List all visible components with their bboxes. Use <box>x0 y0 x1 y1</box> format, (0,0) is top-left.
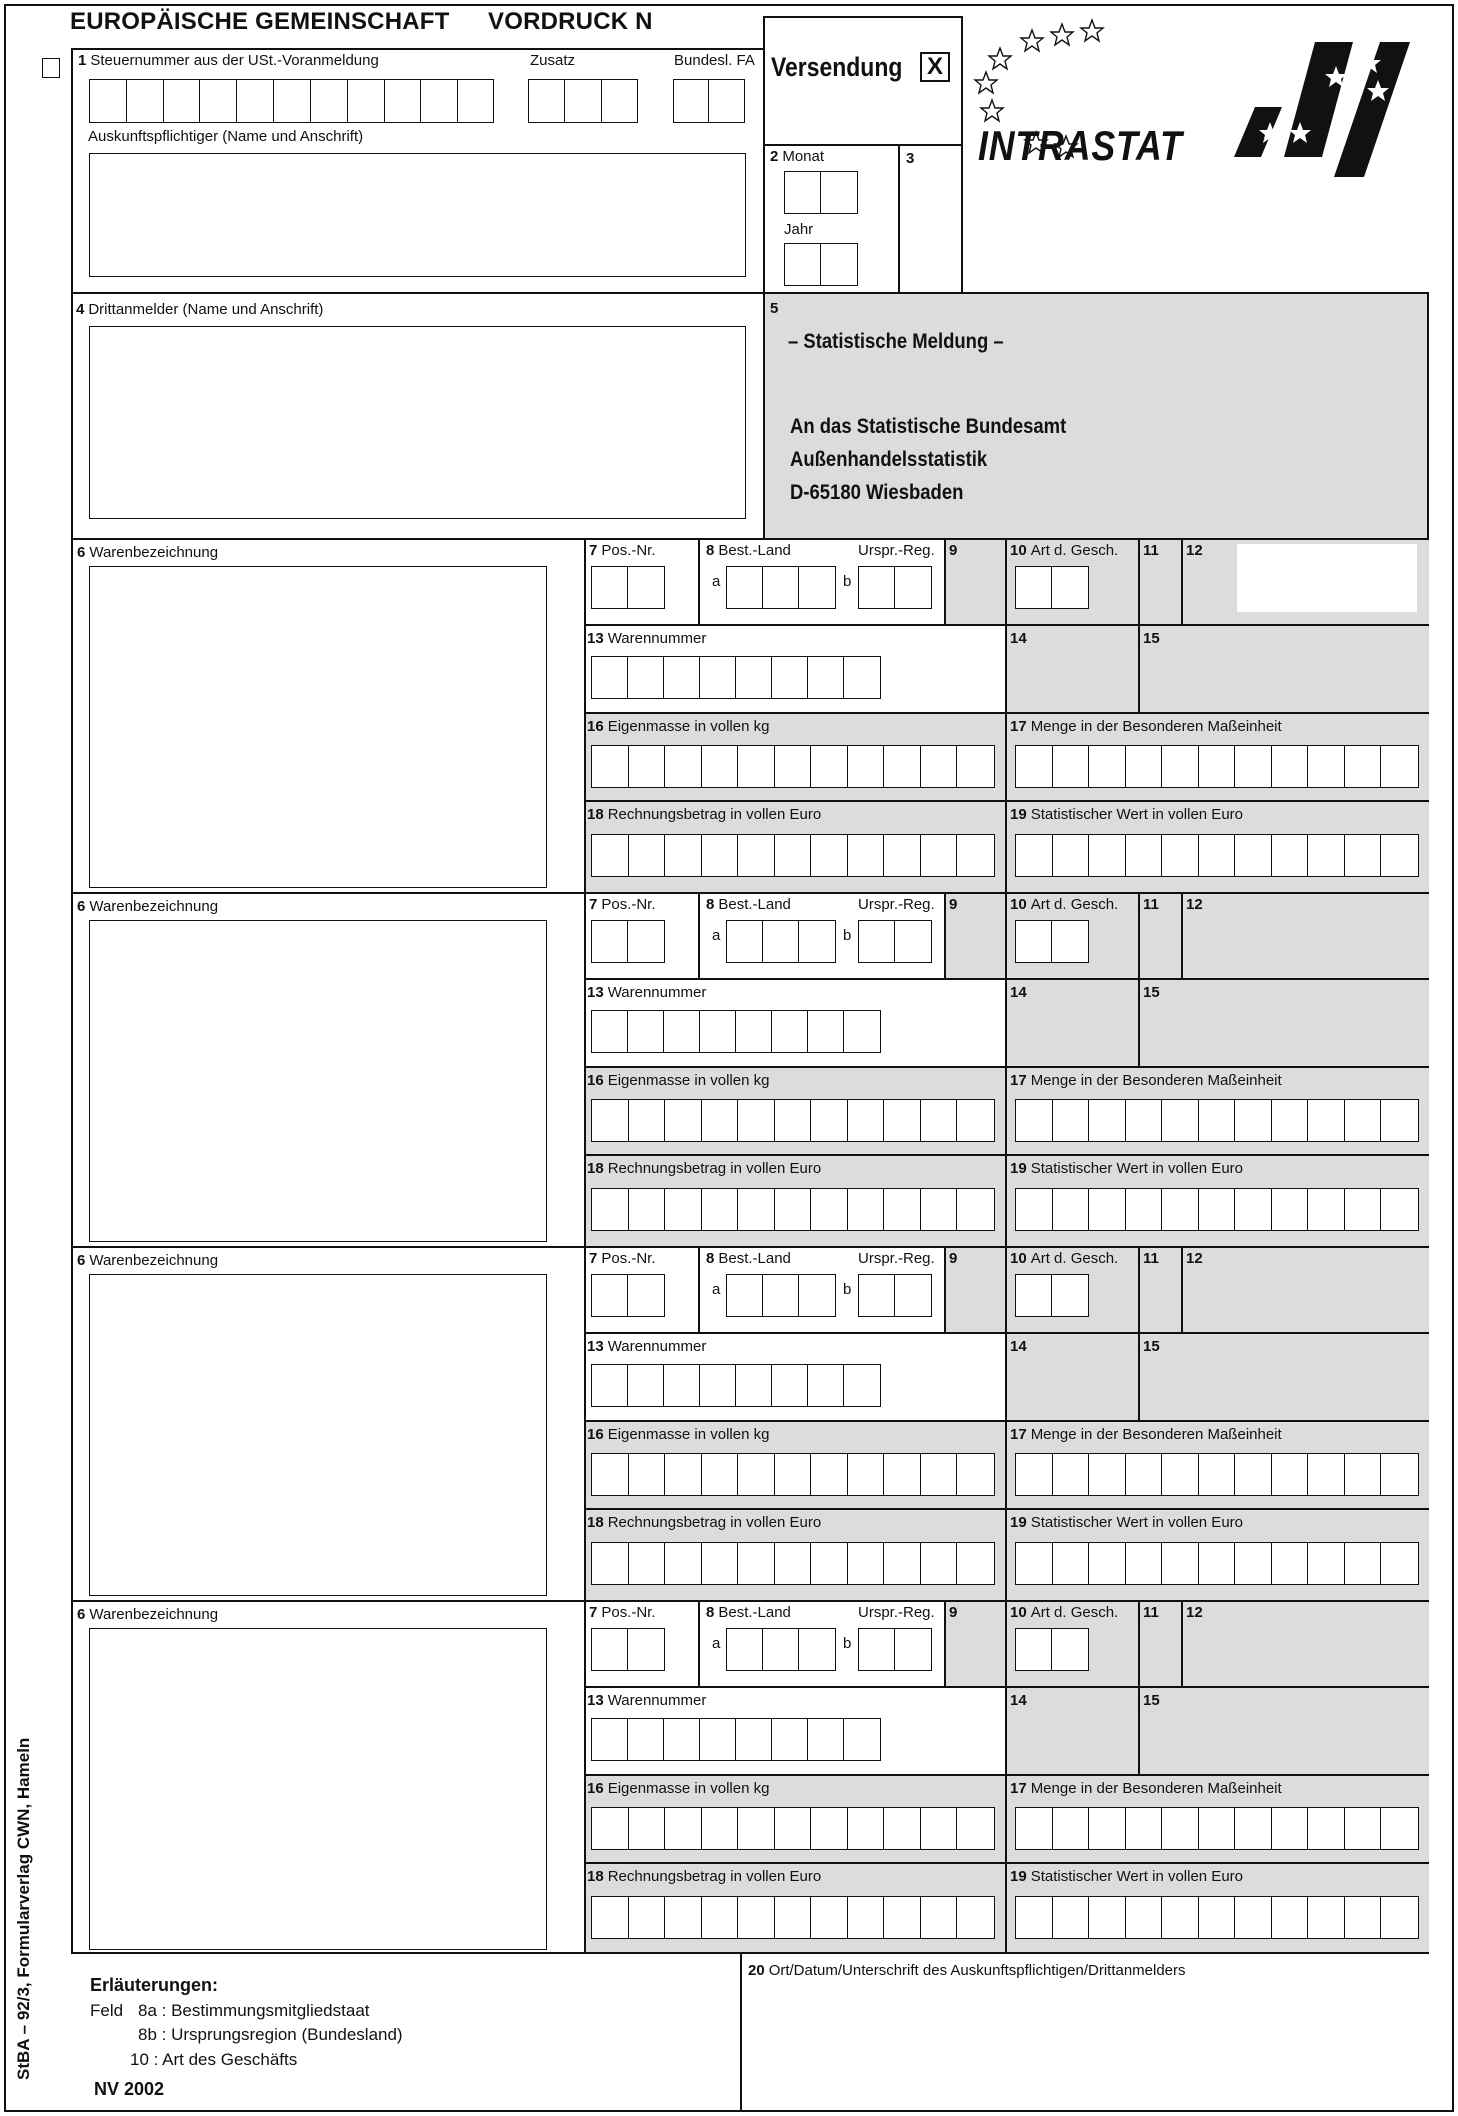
col-10-11-divider <box>1138 1600 1140 1774</box>
art-gesch-boxes[interactable] <box>1015 566 1089 609</box>
field16-label: 16 Eigenmasse in vollen kg <box>587 718 770 735</box>
warenbezeichnung-box[interactable] <box>89 1628 547 1950</box>
rechnungsbetrag-boxes[interactable] <box>591 1188 995 1231</box>
field7-label: 7 Pos.-Nr. <box>589 896 656 913</box>
warennummer-boxes[interactable] <box>591 1364 881 1407</box>
field7-label: 7 Pos.-Nr. <box>589 1250 656 1267</box>
shade-14-15 <box>1006 624 1429 712</box>
eigenmasse-boxes[interactable] <box>591 1807 995 1850</box>
field16-label: 16 Eigenmasse in vollen kg <box>587 1072 770 1089</box>
menge-boxes[interactable] <box>1015 1453 1419 1496</box>
field13-label: 13 Warennummer <box>587 1692 707 1709</box>
field20-label: 20 Ort/Datum/Unterschrift des Auskunftspflichtigen/Drittanmelders <box>748 1962 1186 1979</box>
ursp-reg-boxes[interactable] <box>858 1628 932 1671</box>
field8-label: 8 Best.-Land <box>706 542 791 559</box>
warennummer-boxes[interactable] <box>591 1010 881 1053</box>
pos-nr-boxes[interactable] <box>591 1628 665 1671</box>
field13-label: 13 Warennummer <box>587 984 707 1001</box>
field8-label: 8 Best.-Land <box>706 1604 791 1621</box>
eigenmasse-boxes[interactable] <box>591 1453 995 1496</box>
col-16-17-divider <box>1005 1420 1007 1600</box>
field13-label: 13 Warennummer <box>587 630 707 647</box>
erl-line-1: 8a : Bestimmungsmitgliedstaat <box>138 2001 370 2020</box>
col-8-9-divider <box>944 892 946 978</box>
col-11-12-divider <box>1181 1600 1183 1686</box>
field11-label: 11 <box>1143 1604 1159 1621</box>
bundesl-boxes[interactable] <box>673 79 745 123</box>
col-7-8-divider <box>698 1600 700 1686</box>
field19-label: 19 Statistischer Wert in vollen Euro <box>1010 1868 1243 1885</box>
field15-label: 15 <box>1143 1338 1160 1355</box>
auskunft-label: Auskunftspflichtiger (Name und Anschrift) <box>88 128 364 145</box>
stat-wert-boxes[interactable] <box>1015 1542 1419 1585</box>
field12-label: 12 <box>1186 542 1203 559</box>
col-7-8-divider <box>698 892 700 978</box>
intrastat-text: INTRASTAT <box>978 122 1183 169</box>
field7-label: 7 Pos.-Nr. <box>589 1604 656 1621</box>
menge-boxes[interactable] <box>1015 1807 1419 1850</box>
col-7-8-divider <box>698 1246 700 1332</box>
corner-checkbox[interactable] <box>42 58 60 78</box>
col-16-17-divider <box>1005 1774 1007 1954</box>
field5-label: 5 <box>770 300 779 317</box>
field18-label: 18 Rechnungsbetrag in vollen Euro <box>587 1160 822 1177</box>
art-gesch-boxes[interactable] <box>1015 1628 1089 1671</box>
block-top-line <box>71 1246 1429 1248</box>
steuernummer-boxes[interactable] <box>89 79 494 123</box>
eigenmasse-boxes[interactable] <box>591 745 995 788</box>
field14-label: 14 <box>1010 1338 1027 1355</box>
ursp-reg-boxes[interactable] <box>858 566 932 609</box>
nv-2002: NV 2002 <box>94 2079 165 2099</box>
address-line-3: D-65180 Wiesbaden <box>790 481 964 504</box>
col-9-10-divider <box>1005 892 1007 1066</box>
erl-title: Erläuterungen: <box>90 1975 219 1995</box>
form-name: VORDRUCK N <box>488 8 653 35</box>
col-10-11-divider <box>1138 1246 1140 1420</box>
field9-label: 9 <box>949 896 958 913</box>
pos-nr-boxes[interactable] <box>591 566 665 609</box>
rechnungsbetrag-boxes[interactable] <box>591 1542 995 1585</box>
field6-label: 6 Warenbezeichnung <box>77 544 219 561</box>
field9-label: 9 <box>949 1250 958 1267</box>
publisher-side-text: StBA – 92/3, Formularverlag CWN, Hameln <box>14 1737 33 2080</box>
col-7-8-divider <box>698 538 700 624</box>
block-top-line <box>71 538 1429 540</box>
block-top-line <box>71 1600 1429 1602</box>
field10-label: 10 Art d. Gesch. <box>1010 1250 1119 1267</box>
field11-label: 11 <box>1143 542 1159 559</box>
field14-label: 14 <box>1010 984 1027 1001</box>
pos-nr-boxes[interactable] <box>591 1274 665 1317</box>
versendung-mark[interactable]: X <box>920 52 950 82</box>
field3-label: 3 <box>906 150 915 167</box>
field19-label: 19 Statistischer Wert in vollen Euro <box>1010 806 1243 823</box>
ursp-label: Urspr.-Reg. <box>858 1604 935 1621</box>
stat-wert-boxes[interactable] <box>1015 834 1419 877</box>
stat-wert-boxes[interactable] <box>1015 1188 1419 1231</box>
col-8-9-divider <box>944 1600 946 1686</box>
label-a: a <box>712 1635 721 1652</box>
col-10-11-divider <box>1138 538 1140 712</box>
shade-14-15 <box>1006 1686 1429 1774</box>
erl-line-3: 10 : Art des Geschäfts <box>130 2050 298 2069</box>
ursp-reg-boxes[interactable] <box>858 920 932 963</box>
field12-label: 12 <box>1186 896 1203 913</box>
month-3-divider <box>898 144 900 292</box>
field11-label: 11 <box>1143 896 1159 913</box>
field9-label: 9 <box>949 1604 958 1621</box>
ursp-reg-boxes[interactable] <box>858 1274 932 1317</box>
col-9-10-divider <box>1005 1600 1007 1774</box>
field2-label: 2 Monat <box>770 148 825 165</box>
best-land-boxes[interactable] <box>726 920 836 963</box>
field16-label: 16 Eigenmasse in vollen kg <box>587 1780 770 1797</box>
warenbezeichnung-box[interactable] <box>89 566 547 888</box>
best-land-boxes[interactable] <box>726 1274 836 1317</box>
col-9-10-divider <box>1005 1246 1007 1420</box>
col-11-12-divider <box>1181 892 1183 978</box>
field11-label: 11 <box>1143 1250 1159 1267</box>
field19-label: 19 Statistischer Wert in vollen Euro <box>1010 1160 1243 1177</box>
warennummer-boxes[interactable] <box>591 1718 881 1761</box>
monat-boxes[interactable] <box>784 171 858 214</box>
warennummer-boxes[interactable] <box>591 656 881 699</box>
field7-label: 7 Pos.-Nr. <box>589 542 656 559</box>
field14-label: 14 <box>1010 630 1027 647</box>
label-b: b <box>843 1635 852 1652</box>
field8-label: 8 Best.-Land <box>706 896 791 913</box>
best-land-boxes[interactable] <box>726 1628 836 1671</box>
col-16-17-divider <box>1005 1066 1007 1246</box>
rechnungsbetrag-boxes[interactable] <box>591 834 995 877</box>
bundesl-label: Bundesl. FA <box>674 52 755 69</box>
field6-label: 6 Warenbezeichnung <box>77 1252 219 1269</box>
field4-label: 4 Drittanmelder (Name und Anschrift) <box>76 301 324 318</box>
field10-label: 10 Art d. Gesch. <box>1010 896 1119 913</box>
col-9-10-divider <box>1005 538 1007 712</box>
field14-label: 14 <box>1010 1692 1027 1709</box>
signature-area[interactable] <box>744 1988 1424 2106</box>
ursp-label: Urspr.-Reg. <box>858 542 935 559</box>
ursp-label: Urspr.-Reg. <box>858 1250 935 1267</box>
field6-label: 6 Warenbezeichnung <box>77 1606 219 1623</box>
footer-divider <box>740 1952 742 2110</box>
menge-boxes[interactable] <box>1015 1099 1419 1142</box>
zusatz-label: Zusatz <box>530 52 576 69</box>
label-a: a <box>712 573 721 590</box>
field10-label: 10 Art d. Gesch. <box>1010 542 1119 559</box>
erl-feld: Feld <box>90 2001 124 2020</box>
col-6-divider <box>584 1600 586 1954</box>
erl-line-2: 8b : Ursprungsregion (Bundesland) <box>138 2025 403 2044</box>
col-11-12-divider <box>1181 1246 1183 1332</box>
field17-label: 17 Menge in der Besonderen Maßeinheit <box>1010 1072 1282 1089</box>
field9-label: 9 <box>949 542 958 559</box>
field18-label: 18 Rechnungsbetrag in vollen Euro <box>587 1514 822 1531</box>
field18-label: 18 Rechnungsbetrag in vollen Euro <box>587 806 822 823</box>
versendung-label: Versendung <box>771 52 903 82</box>
warenbezeichnung-box[interactable] <box>89 920 547 1242</box>
field12-label: 12 <box>1186 1250 1203 1267</box>
field10-label: 10 Art d. Gesch. <box>1010 1604 1119 1621</box>
field8-label: 8 Best.-Land <box>706 1250 791 1267</box>
field15-label: 15 <box>1143 984 1160 1001</box>
field13-label: 13 Warennummer <box>587 1338 707 1355</box>
col-16-17-divider <box>1005 712 1007 892</box>
rechnungsbetrag-boxes[interactable] <box>591 1896 995 1939</box>
field6-label: 6 Warenbezeichnung <box>77 898 219 915</box>
col-8-9-divider <box>944 538 946 624</box>
address-line-2: Außenhandelsstatistik <box>790 448 988 471</box>
menge-boxes[interactable] <box>1015 745 1419 788</box>
field12-label: 12 <box>1186 1604 1203 1621</box>
field17-label: 17 Menge in der Besonderen Maßeinheit <box>1010 1780 1282 1797</box>
shade-14-15 <box>1006 978 1429 1066</box>
zusatz-boxes[interactable] <box>528 79 638 123</box>
stat-wert-boxes[interactable] <box>1015 1896 1419 1939</box>
label-b: b <box>843 573 852 590</box>
label-a: a <box>712 927 721 944</box>
auskunft-box[interactable] <box>89 153 746 277</box>
field19-label: 19 Statistischer Wert in vollen Euro <box>1010 1514 1243 1531</box>
label-b: b <box>843 1281 852 1298</box>
field1-label: 1 Steuernummer aus der USt.-Voranmeldung <box>78 52 379 69</box>
field15-label: 15 <box>1143 630 1160 647</box>
col-6-divider <box>584 892 586 1246</box>
label-a: a <box>712 1281 721 1298</box>
ursp-label: Urspr.-Reg. <box>858 896 935 913</box>
field16-label: 16 Eigenmasse in vollen kg <box>587 1426 770 1443</box>
col-6-divider <box>584 1246 586 1600</box>
col-11-12-divider <box>1181 538 1183 624</box>
field15-label: 15 <box>1143 1692 1160 1709</box>
col-10-11-divider <box>1138 892 1140 1066</box>
field17-label: 17 Menge in der Besonderen Maßeinheit <box>1010 1426 1282 1443</box>
pos-nr-boxes[interactable] <box>591 920 665 963</box>
field18-label: 18 Rechnungsbetrag in vollen Euro <box>587 1868 822 1885</box>
left-margin-line <box>71 538 73 1952</box>
blank-patch <box>1237 544 1417 612</box>
community-title: EUROPÄISCHE GEMEINSCHAFT <box>70 8 450 35</box>
warenbezeichnung-box[interactable] <box>89 1274 547 1596</box>
art-gesch-boxes[interactable] <box>1015 920 1089 963</box>
label-b: b <box>843 927 852 944</box>
address-line-1: An das Statistische Bundesamt <box>790 415 1067 438</box>
art-gesch-boxes[interactable] <box>1015 1274 1089 1317</box>
block-top-line <box>71 892 1429 894</box>
statistische-meldung: – Statistische Meldung – <box>788 330 1004 353</box>
col-8-9-divider <box>944 1246 946 1332</box>
jahr-boxes[interactable] <box>784 243 858 286</box>
versendung-divider <box>763 144 963 146</box>
best-land-boxes[interactable] <box>726 566 836 609</box>
jahr-label: Jahr <box>784 221 814 238</box>
eigenmasse-boxes[interactable] <box>591 1099 995 1142</box>
intrastat-logo <box>970 12 1420 184</box>
top-line <box>71 48 765 50</box>
field17-label: 17 Menge in der Besonderen Maßeinheit <box>1010 718 1282 735</box>
footer-top-line <box>71 1952 1429 1954</box>
col-6-divider <box>584 538 586 892</box>
shade-14-15 <box>1006 1332 1429 1420</box>
drittanmelder-box[interactable] <box>89 326 746 519</box>
